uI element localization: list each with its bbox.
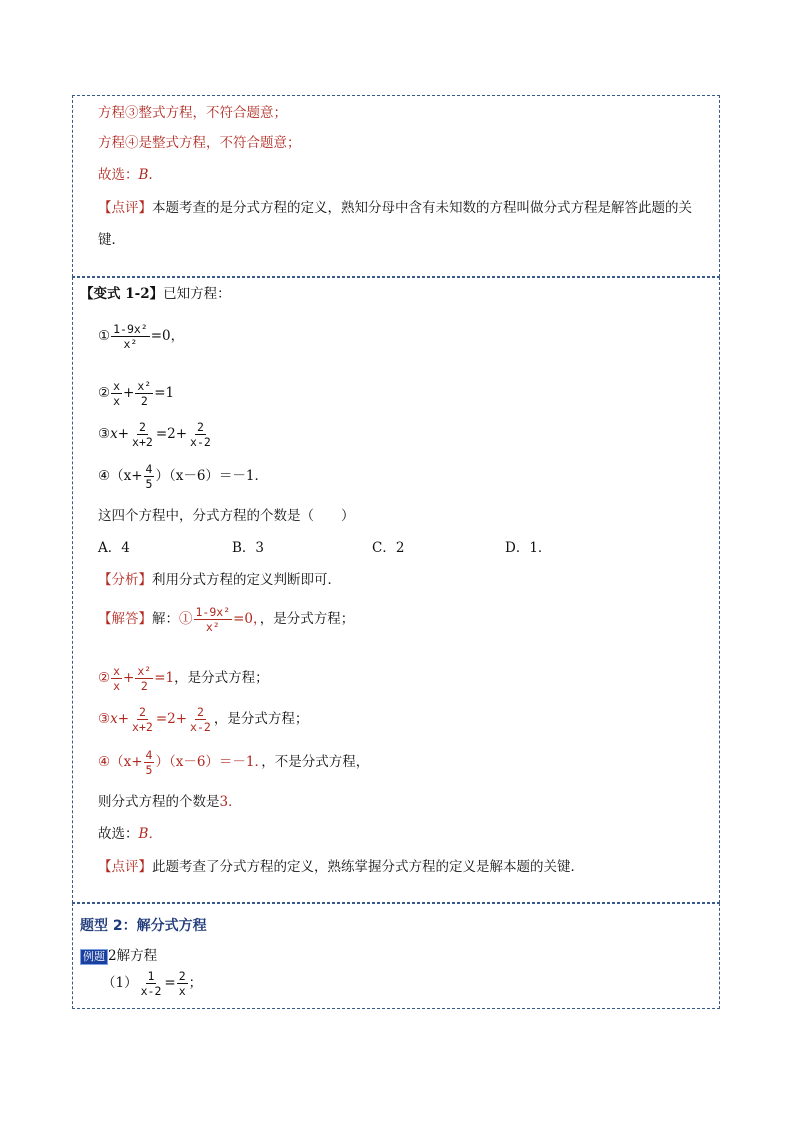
example-equation	[102, 969, 202, 998]
eq1-fraction	[111, 322, 150, 351]
eq2-fraction-2	[135, 379, 153, 408]
box1-comment	[98, 199, 692, 217]
eq2-tail: =1	[154, 385, 175, 401]
example-line	[80, 947, 157, 965]
equation-4	[98, 462, 268, 491]
eq2-f1-den: x	[113, 394, 121, 408]
answer-line-3	[98, 705, 308, 734]
a1-mark: ①	[179, 611, 193, 627]
option-b: B．3	[232, 540, 265, 556]
a2-fraction-2	[135, 664, 153, 693]
variant-title	[80, 285, 231, 303]
eq1-num: 1-9x²	[113, 322, 148, 336]
eq4-fraction	[144, 462, 155, 491]
eq1-tail: =0，	[150, 328, 185, 344]
eq2-f1-num: x	[113, 379, 121, 393]
eq3-fraction-2	[188, 420, 213, 449]
a3-f2-num: 2	[196, 705, 204, 719]
answer-eq1	[179, 605, 260, 634]
box1-line2: 方程④是整式方程，不符合题意；	[98, 135, 301, 151]
a3-tail: ，是分式方程；	[213, 711, 309, 727]
example-tag: 例题	[80, 949, 108, 965]
a3-fraction-2	[188, 705, 213, 734]
item-label: （1）	[102, 975, 138, 991]
a1-den: x²	[205, 620, 220, 634]
a2-f2-num: x²	[137, 664, 152, 678]
answer-lead: 解：	[152, 611, 179, 627]
example-text: 2解方程	[108, 948, 158, 964]
eq3-mid: =2+	[155, 426, 188, 442]
eq2-fraction-1	[111, 379, 122, 408]
eq1-mark: ①	[98, 328, 111, 344]
variant-comment-tag: 【点评】	[98, 859, 152, 875]
a3-f2-den: x-2	[190, 720, 211, 734]
box1-line3	[98, 166, 153, 184]
eq4-num: 4	[145, 462, 153, 476]
a4-fraction	[144, 748, 155, 777]
a2-mark: ②	[98, 670, 111, 686]
a1-eq-tail: =0，	[233, 611, 260, 627]
box1-comment-cont: 键．	[98, 232, 125, 248]
variant-tag: 【变式 1-2】	[80, 286, 164, 302]
eq3-fraction-1	[130, 420, 155, 449]
a3-f1-num: 2	[138, 705, 146, 719]
box1-line1: 方程③整式方程，不符合题意；	[98, 105, 287, 121]
choice-value-2: B．	[138, 826, 162, 842]
a2-f1-num: x	[113, 664, 121, 678]
eq3-lead: x+	[110, 426, 130, 442]
a4-lead: （x+	[110, 754, 143, 770]
count-text: 则分式方程的个数是	[98, 794, 220, 810]
equation-3	[98, 420, 214, 449]
answer-line-4	[98, 748, 369, 777]
eq4-tail: ）（x－6）＝－1．	[155, 468, 269, 484]
a3-mark: ③	[98, 711, 111, 727]
eq3-mark: ③	[98, 426, 111, 442]
ex-f1-num: 1	[147, 969, 155, 983]
a1-fraction	[194, 605, 233, 634]
a2-tail: ，是分式方程；	[174, 670, 269, 686]
a1-num: 1-9x²	[195, 605, 231, 619]
count-line	[98, 793, 242, 811]
variant-title-text: 已知方程：	[163, 286, 231, 302]
a2-eq-tail: =1	[154, 670, 175, 686]
analysis-text: 利用分式方程的定义判断即可．	[152, 572, 341, 588]
a4-eq-tail: ）（x－6）＝－1．	[155, 754, 262, 770]
section-heading: 题型 2：解分式方程	[80, 918, 207, 934]
a2-f1-den: x	[113, 679, 121, 693]
comment-tag: 【点评】	[98, 200, 152, 216]
a1-tail: ，是分式方程；	[259, 611, 355, 627]
eq3-f2-den: x-2	[190, 435, 211, 449]
choice-line	[98, 825, 162, 843]
variant-comment-text: 此题考查了分式方程的定义，熟练掌握分式方程的定义是解本题的关键．	[152, 859, 584, 875]
choice-prefix: 故选：	[98, 167, 139, 183]
option-d: D．1．	[505, 540, 552, 556]
analysis-line	[98, 571, 341, 589]
ex-f2-num: 2	[178, 969, 186, 983]
eq2-f2-den: 2	[140, 394, 148, 408]
ex-tail: ；	[188, 975, 203, 991]
analysis-tag: 【分析】	[98, 572, 152, 588]
answer-tag: 【解答】	[98, 611, 152, 627]
equation-1	[98, 322, 184, 351]
a4-mark: ④	[98, 754, 111, 770]
eq4-den: 5	[145, 477, 153, 491]
a3-f1-den: x+2	[132, 720, 153, 734]
question-text: 这四个方程中，分式方程的个数是（ ）	[98, 508, 355, 524]
a4-den: 5	[145, 763, 153, 777]
choice-prefix-2: 故选：	[98, 826, 139, 842]
a2-plus: +	[123, 670, 135, 686]
answer-line-2	[98, 664, 269, 693]
equation-2	[98, 379, 174, 408]
comment-text: 本题考查的是分式方程的定义，熟知分母中含有未知数的方程叫做分式方程是解答此题的关	[152, 200, 692, 216]
a2-f2-den: 2	[140, 679, 148, 693]
ex-f1-den: x-2	[140, 984, 162, 998]
a4-tail: ，不是分式方程，	[261, 754, 370, 770]
ex-eq: =	[164, 975, 176, 991]
a3-mid: =2+	[155, 711, 188, 727]
eq3-f1-den: x+2	[132, 435, 153, 449]
count-value: 3．	[219, 794, 242, 810]
solution-box-top	[72, 95, 720, 277]
a2-fraction-1	[111, 664, 122, 693]
option-a: A．4	[98, 540, 130, 556]
ex-f2-den: x	[178, 984, 186, 998]
eq4-lead: （x+	[110, 468, 143, 484]
eq3-f1-num: 2	[138, 420, 146, 434]
eq1-den: x²	[123, 337, 138, 351]
a3-fraction-1	[130, 705, 155, 734]
a3-lead: x+	[110, 711, 130, 727]
ex-fraction-1	[139, 969, 164, 998]
option-c: C．2	[372, 540, 405, 556]
eq4-mark: ④	[98, 468, 111, 484]
eq3-f2-num: 2	[196, 420, 204, 434]
eq2-plus: +	[123, 385, 135, 401]
variant-comment	[98, 858, 584, 876]
ex-fraction-2	[177, 969, 188, 998]
a4-num: 4	[145, 748, 153, 762]
answer-line-1	[98, 605, 354, 634]
eq2-f2-num: x²	[137, 379, 152, 393]
eq2-mark: ②	[98, 385, 111, 401]
choice-answer: B.	[138, 167, 153, 183]
